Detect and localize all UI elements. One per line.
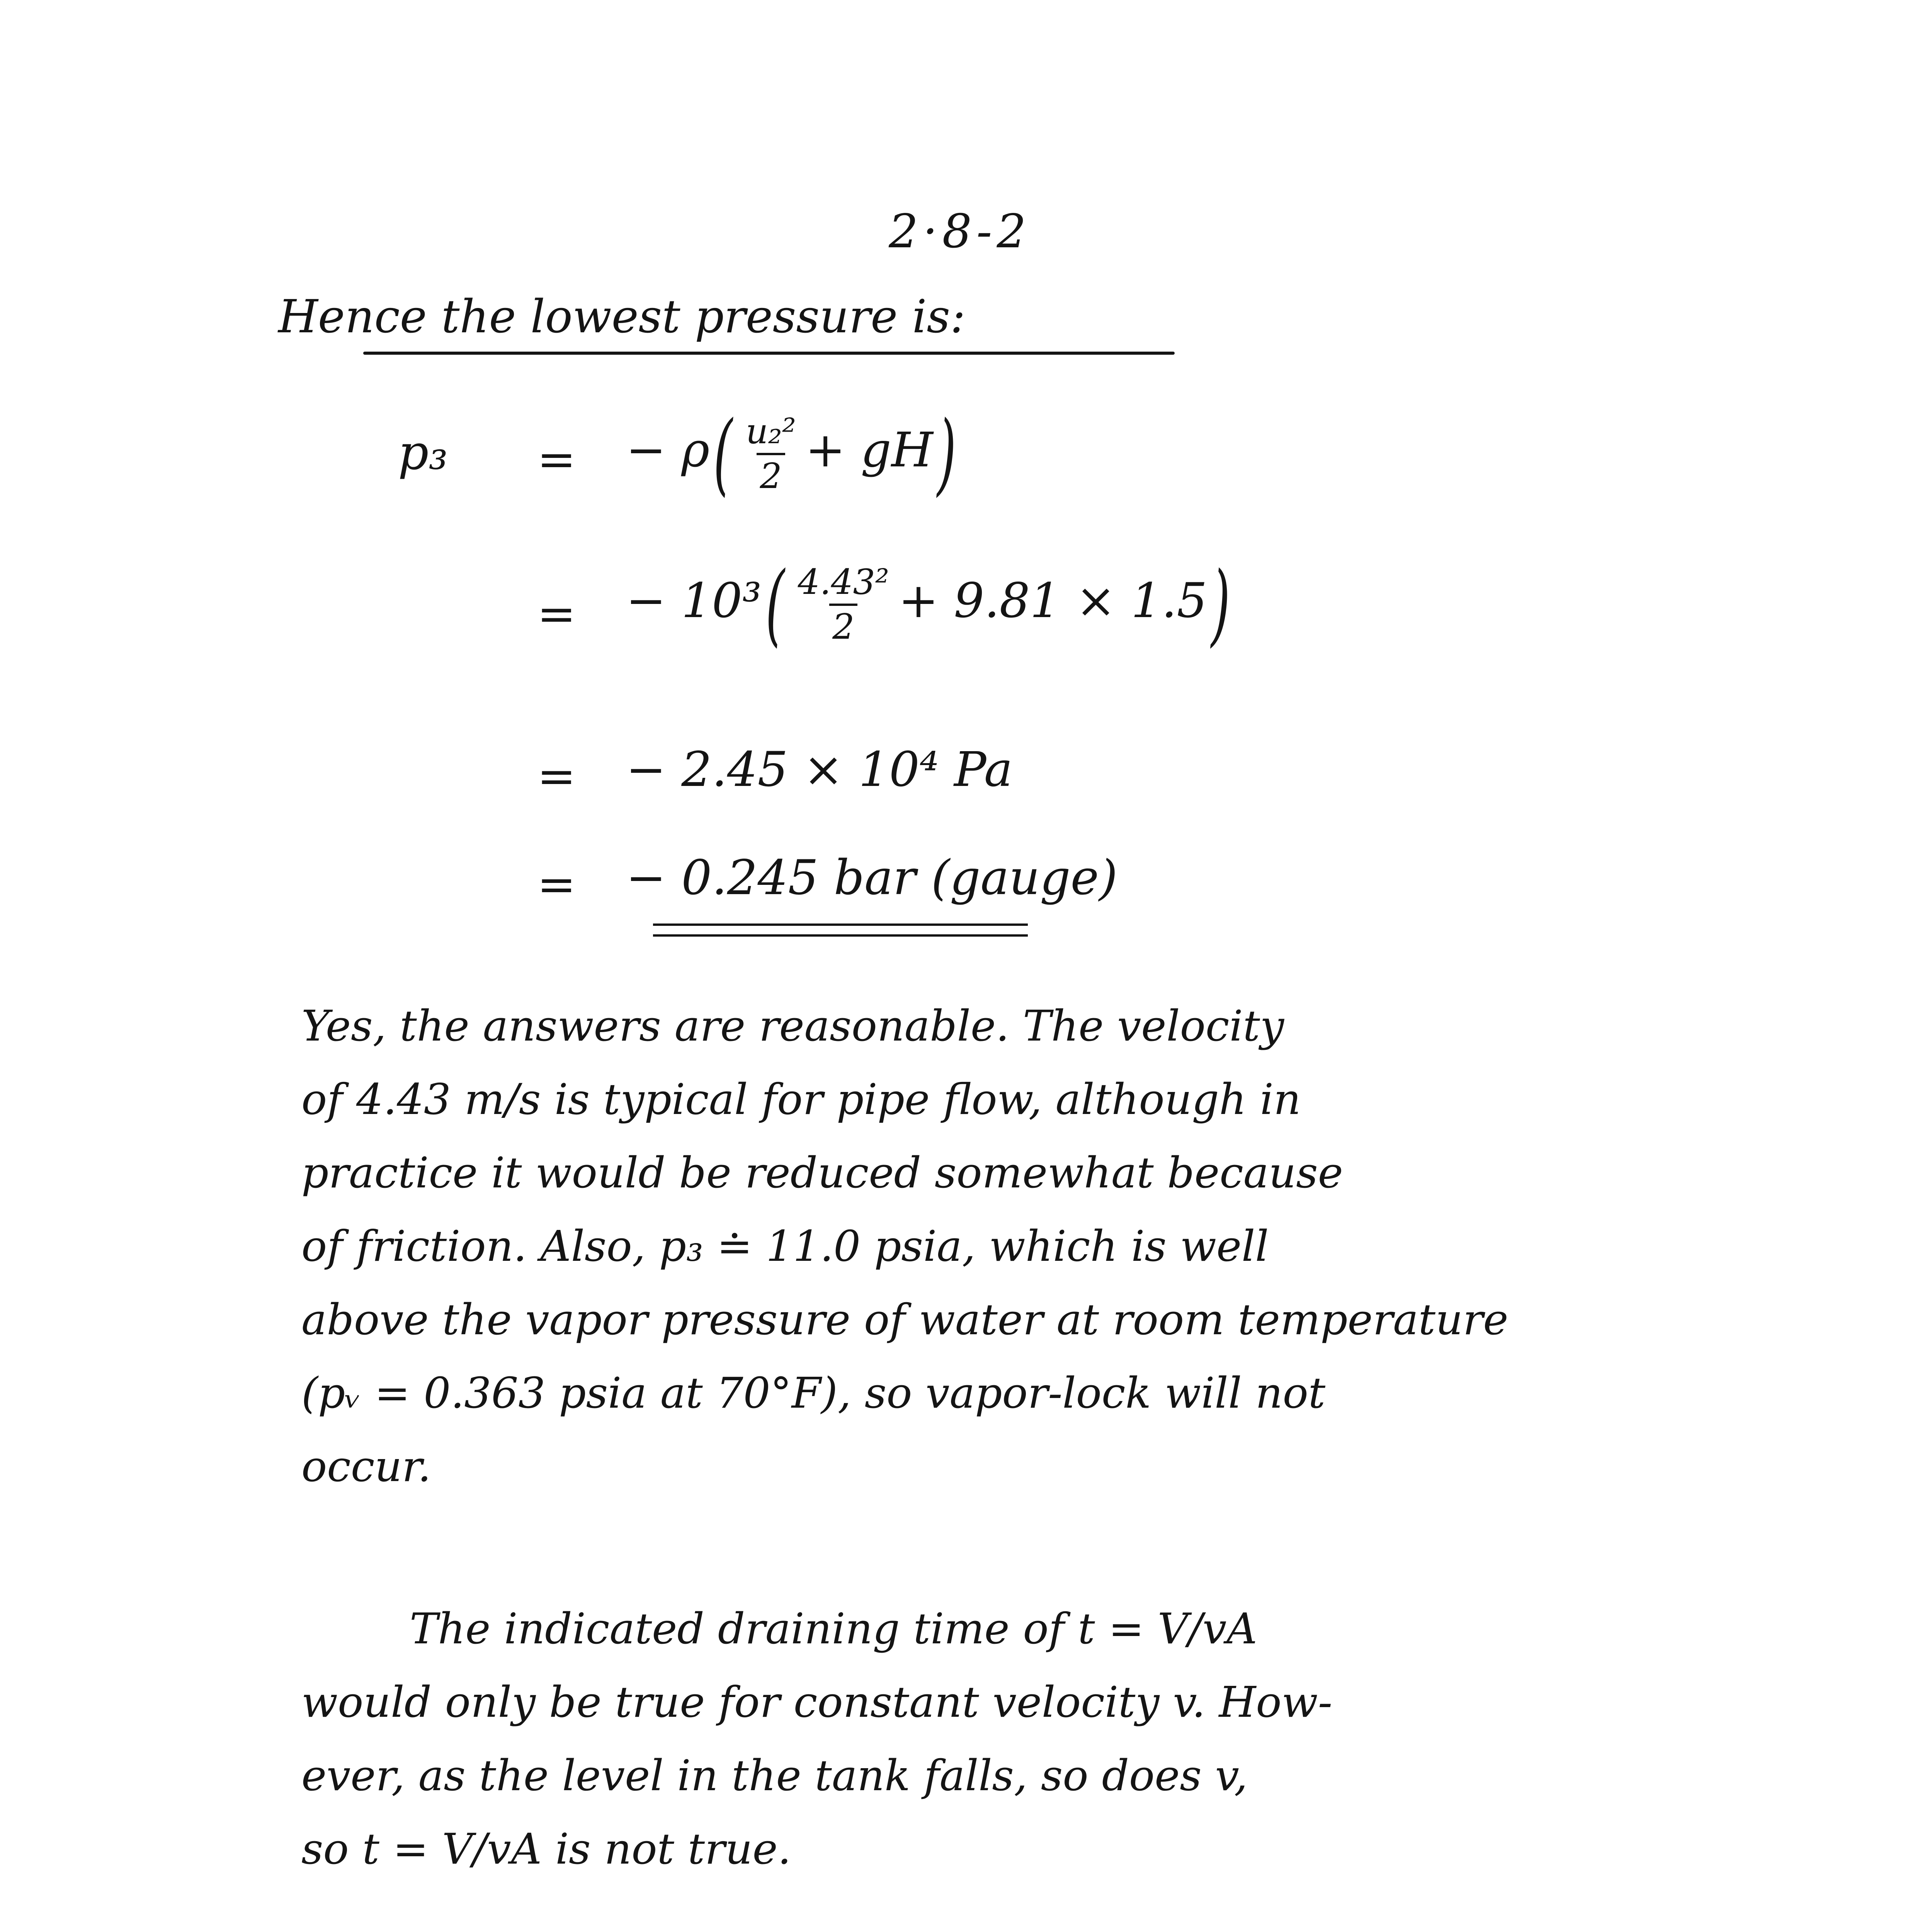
equation-line-2 — [626, 553, 1234, 656]
result-underline-1 — [653, 923, 1028, 926]
fraction-2 — [795, 562, 892, 647]
equals-sign-3: = — [537, 750, 576, 803]
paragraph-2-line: ever, as the level in the tank falls, so does v, — [301, 1751, 1248, 1800]
paragraph-1-line: practice it would be reduced somewhat because — [301, 1148, 1343, 1197]
paragraph-2-line: would only be true for constant velocity v. How- — [301, 1677, 1332, 1727]
heading-underline — [363, 352, 1175, 355]
result-underline-2 — [653, 934, 1028, 937]
equals-sign-1: = — [537, 433, 576, 486]
paragraph-draining-time — [301, 1592, 1731, 1886]
equation-line-2-prefix: − 10³ — [626, 573, 762, 629]
paragraph-reasonableness — [301, 989, 1731, 1503]
open-paren: ( — [713, 402, 733, 505]
paragraph-1-line: (pᵥ = 0.363 psia at 70°F), so vapor-lock will not — [301, 1368, 1326, 1418]
close-paren: ) — [1211, 553, 1230, 656]
paragraph-1-line: above the vapor pressure of water at room temperature — [301, 1295, 1509, 1344]
fraction-1-numerator: u₂² — [745, 411, 796, 452]
paragraph-2-line: The indicated draining time of t = V/vA — [410, 1604, 1257, 1653]
fraction-1-denominator: 2 — [757, 453, 785, 494]
fraction-2-denominator: 2 — [829, 604, 857, 645]
fraction-1 — [743, 411, 799, 497]
equation-line-1-suffix: + gH — [805, 422, 933, 478]
paragraph-2-line: so t = V/vA is not true. — [301, 1824, 791, 1874]
paragraph-1-line: Yes, the answers are reasonable. The velocity — [301, 1001, 1284, 1051]
page-header: 2·8-2 — [889, 205, 1031, 259]
equation-line-2-suffix: + 9.81 × 1.5 — [898, 573, 1208, 629]
paragraph-1-line: occur. — [301, 1442, 431, 1491]
equation-line-1 — [626, 402, 960, 505]
equation-line-4: − 0.245 bar (gauge) — [626, 850, 1118, 906]
heading: Hence the lowest pressure is: — [278, 290, 966, 343]
paragraph-1-line: of friction. Also, p₃ ≐ 11.0 psia, which is well — [301, 1221, 1269, 1271]
equals-sign-2: = — [537, 587, 576, 641]
open-paren: ( — [765, 553, 785, 656]
equation-line-1-prefix: − ρ — [626, 422, 710, 478]
paragraph-1-line: of 4.43 m/s is typical for pipe flow, although in — [301, 1075, 1301, 1124]
equation-line-3: − 2.45 × 10⁴ Pa — [626, 742, 1013, 798]
fraction-2-numerator: 4.43² — [798, 562, 889, 602]
close-paren: ) — [937, 402, 956, 505]
equals-sign-4: = — [537, 858, 576, 912]
equation-lhs: p₃ — [398, 425, 448, 481]
